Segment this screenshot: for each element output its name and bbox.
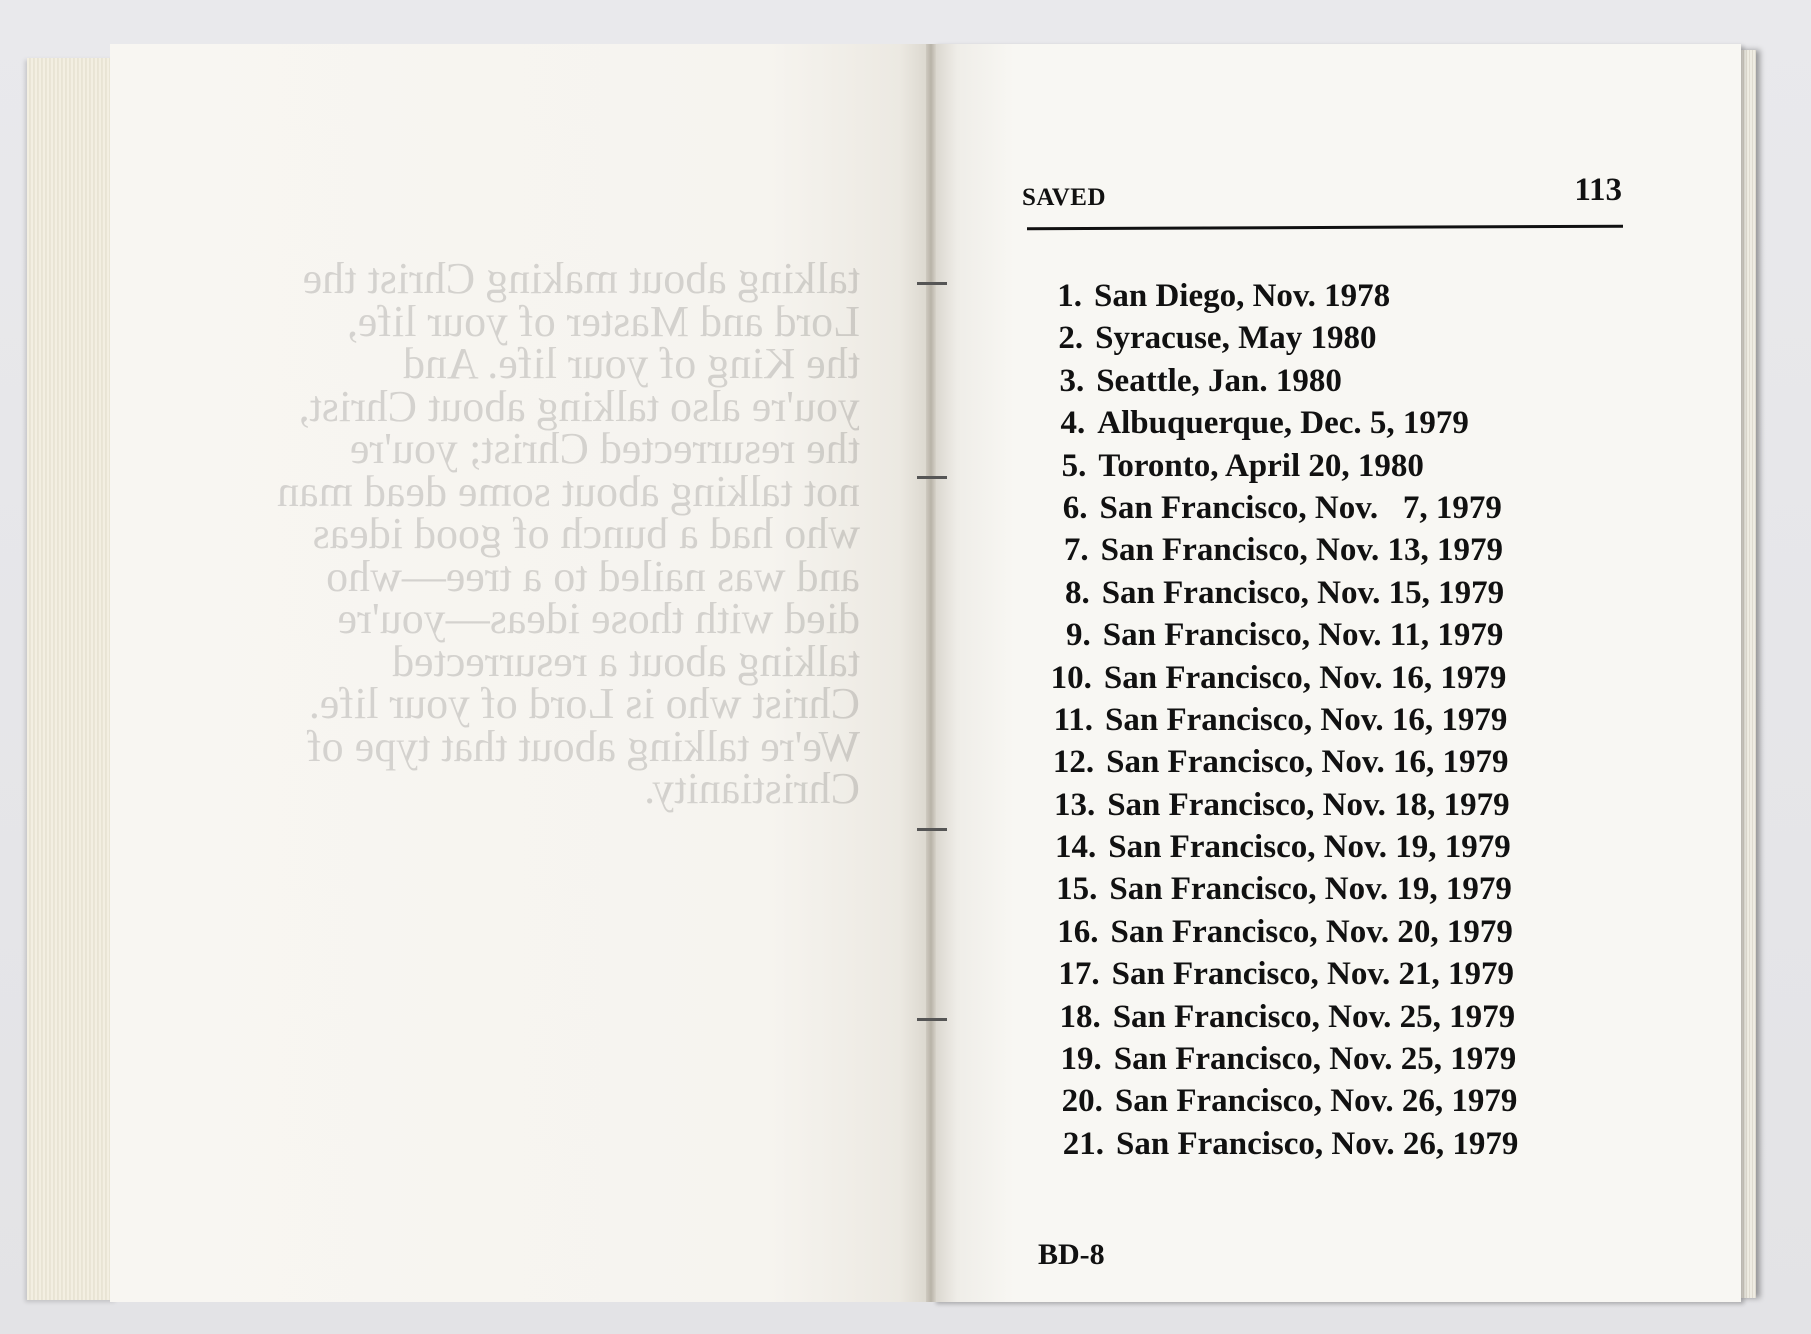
left-page-edges — [27, 58, 117, 1300]
show-through-line: you're also talking about Christ, — [298, 381, 860, 431]
list-item — [1040, 657, 1650, 699]
show-through-line: talking about making Christ the — [302, 254, 860, 303]
show-through-line: talking about a resurrected — [392, 636, 860, 686]
list-item — [1032, 360, 1650, 402]
list-item-number: 14. — [1055, 829, 1097, 866]
list-item-text: Albuquerque, Dec. 5, 1979 — [1097, 405, 1469, 442]
book-gutter — [926, 44, 936, 1302]
show-through-line: and was nailed to a tree—who — [326, 551, 860, 601]
list-item — [1039, 614, 1650, 656]
list-item-number: 9. — [1066, 617, 1091, 654]
list-item — [1049, 996, 1650, 1038]
list-item-number: 17. — [1058, 956, 1100, 993]
list-item — [1052, 1123, 1650, 1165]
list-item-number: 20. — [1061, 1083, 1103, 1120]
binding-stitch — [917, 476, 947, 479]
list-item-text: San Francisco, Nov. 16, 1979 — [1105, 701, 1508, 738]
list-item-text: Toronto, April 20, 1980 — [1098, 447, 1424, 484]
running-head — [1022, 172, 1622, 220]
show-through-line: not talking about some dead man — [277, 466, 860, 516]
list-item-text: Seattle, Jan. 1980 — [1096, 362, 1342, 399]
list-item — [1034, 445, 1650, 487]
list-item — [1041, 699, 1650, 741]
list-item-text: San Francisco, Nov. 16, 1979 — [1106, 744, 1509, 781]
list-item-text: San Francisco, Nov. 19, 1979 — [1109, 871, 1512, 908]
list-item-number: 5. — [1061, 447, 1087, 484]
list-item-text: Syracuse, May 1980 — [1095, 320, 1377, 357]
list-item-text: San Francisco, Nov. 16, 1979 — [1103, 659, 1507, 696]
list-item-number: 4. — [1060, 405, 1086, 442]
show-through-text — [260, 254, 860, 813]
list-item-number: 3. — [1059, 362, 1085, 399]
list-item — [1044, 826, 1650, 868]
list-item-text: San Francisco, Nov. 21, 1979 — [1111, 956, 1515, 993]
list-item — [1037, 529, 1650, 571]
show-through-line: We're talking about that type of — [307, 721, 860, 771]
list-item-number: 1. — [1057, 278, 1082, 314]
page-number: 113 — [1574, 172, 1622, 208]
list-item-number: 8. — [1064, 574, 1090, 611]
list-item — [1043, 784, 1650, 826]
show-through-line: Lord and Master of your life, — [346, 296, 860, 346]
binding-stitch — [917, 1018, 947, 1021]
show-through-line: Christ who is Lord of your life. — [308, 679, 860, 728]
list-item-number: 15. — [1056, 871, 1098, 908]
list-item-number: 7. — [1063, 532, 1089, 569]
show-through-line: Christianity. — [644, 764, 860, 813]
show-through-line: died with those ideas—you're — [337, 594, 860, 643]
list-item — [1031, 317, 1650, 359]
list-item-text: San Francisco, Nov. 26, 1979 — [1114, 1083, 1518, 1120]
list-item — [1050, 1038, 1650, 1080]
list-item-text: San Francisco, Nov. 7, 1979 — [1099, 489, 1502, 526]
running-title: SAVED — [1022, 184, 1107, 211]
list-item-number: 11. — [1053, 701, 1093, 738]
list-item-number: 12. — [1052, 744, 1095, 781]
list-item-number: 13. — [1053, 786, 1096, 823]
list-item-text: San Francisco, Nov. 19, 1979 — [1108, 829, 1511, 866]
list-item-number: 6. — [1062, 489, 1088, 526]
list-item-text: San Francisco, Nov. 11, 1979 — [1102, 617, 1504, 654]
list-item-text: San Francisco, Nov. 13, 1979 — [1100, 532, 1504, 569]
list-item-number: 21. — [1062, 1125, 1104, 1162]
list-item-text: San Francisco, Nov. 25, 1979 — [1112, 998, 1516, 1035]
list-item-number: 19. — [1060, 1041, 1102, 1078]
list-item — [1048, 953, 1650, 995]
binding-stitch — [917, 828, 947, 831]
list-item-text: San Diego, Nov. 1978 — [1094, 278, 1391, 314]
list-item — [1051, 1080, 1650, 1122]
source-list — [1030, 275, 1650, 1165]
list-item-number: 18. — [1059, 998, 1101, 1035]
list-item — [1045, 868, 1650, 910]
list-item — [1036, 487, 1651, 529]
list-item — [1030, 275, 1650, 317]
list-item-text: San Francisco, Nov. 26, 1979 — [1116, 1125, 1519, 1162]
list-item-number: 16. — [1057, 913, 1099, 950]
signature-mark: BD-8 — [1038, 1238, 1105, 1271]
list-item — [1038, 572, 1650, 614]
list-item — [1042, 741, 1650, 783]
list-item-text: San Francisco, Nov. 20, 1979 — [1110, 913, 1513, 950]
list-item-number: 10. — [1050, 659, 1092, 696]
show-through-line: who had a bunch of good ideas — [312, 509, 860, 558]
show-through-line: the resurrected Christ; you're — [349, 424, 860, 473]
list-item-text: San Francisco, Nov. 15, 1979 — [1101, 574, 1505, 611]
list-item — [1033, 402, 1650, 444]
list-item-number: 2. — [1058, 320, 1084, 357]
list-item-text: San Francisco, Nov. 25, 1979 — [1113, 1041, 1517, 1078]
show-through-line: the King of your life. And — [402, 339, 860, 388]
binding-stitch — [917, 282, 947, 285]
list-item — [1047, 911, 1651, 953]
list-item-text: San Francisco, Nov. 18, 1979 — [1107, 786, 1510, 823]
